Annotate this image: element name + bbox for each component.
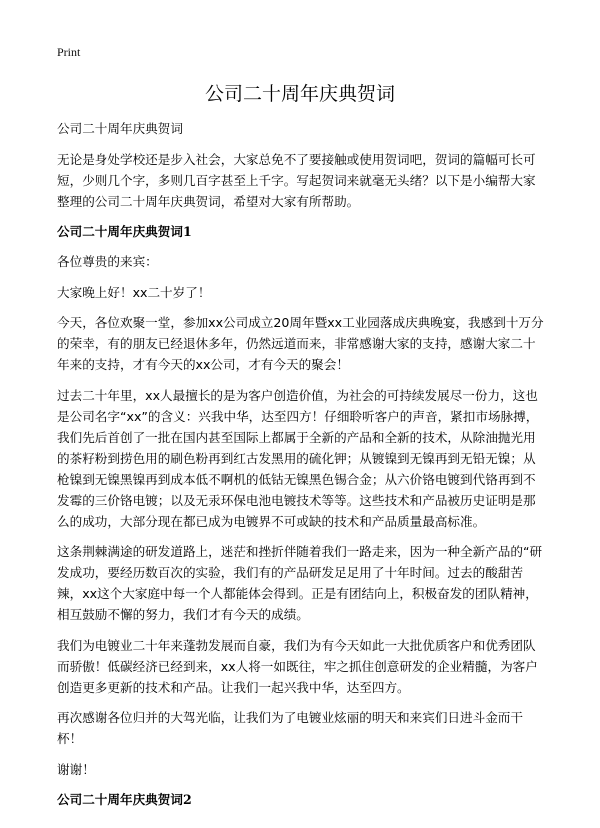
document-subtitle: 公司二十周年庆典贺词 — [57, 121, 183, 136]
intro-paragraph: 无论是身处学校还是步入社会，大家总免不了要接触或使用贺词吧，贺词的篇幅可长可短，少则几个字，多则几百字甚至上千字。写起贺词来就毫无头绪？以下是小编帮大家整理的公司二十周年庆典贺词，希望对大家有所帮助。 — [57, 151, 536, 209]
document-body — [57, 118, 547, 819]
body-paragraph: 这条荆棘满途的研发道路上，迷茫和挫折伴随着我们一路走来，因为一种全新产品的“研发成功，要经历数百次的实验，我们有的产品研发足足用了十年时间。过去的酸甜苦辣，xx这个大家庭中每一个人都能体会得到。正是有团结向上，积极奋发的团队精神，相互鼓励不懈的努力，我们才有今天的成绩。 — [57, 544, 543, 622]
print-link[interactable]: Print — [57, 45, 81, 59]
page-title: 公司二十周年庆典贺词 — [204, 83, 395, 105]
section-heading-1: 公司二十周年庆典贺词1 — [57, 224, 192, 239]
section-heading-2: 公司二十周年庆典贺词2 — [57, 792, 192, 807]
greeting-paragraph: 各位尊贵的来宾： — [57, 254, 158, 269]
body-paragraph: 今天，各位欢聚一堂，参加xx公司成立20周年暨xx工业园落成庆典晚宴，我感到十万分的荣幸，有的朋友已经退休多年，仍然远道而来，非常感谢大家的支持，感谢大家二十年来的支持，才有今天的xx公司，才有今天的聚会！ — [57, 315, 544, 372]
thanks-paragraph: 谢谢！ — [57, 761, 95, 777]
body-paragraph: 我们为电镀业二十年来蓬勃发展而自豪，我们为有今天如此一大批优质客户和优秀团队而骄傲！低碳经济已经到来，xx人将一如既往，牢之抓住创意研发的企业精髓，为客户创造更多更新的技术和产品。让我们一起兴我中华，达至四方。 — [57, 637, 538, 695]
body-paragraph: 过去二十年里，xx人最擅长的是为客户创造价值，为社会的可持续发展尽一份力，这也是公司名字“xx”的含义：兴我中华，达至四方！仔细聆听客户的声音，紧扣市场脉搏，我们先后首创了一批在国内甚至国际上都属于全新的产品和全新的技术，从除油抛光用的茶籽粉到捞色用的刷色粉再到红古发黑用的硫化钾；从镀镍到无镍再到无铅无镍；从枪镍到无镍黑镍再到成本低不啊机的低钴无镍黑色锡合金；从六价铬电镀到代铬再到不发霉的三价铬电镀；以及无汞环保电池电镀技术等等。这些技术和产品被历史证明是那么的成功，大部分现在都已成为电镀界不可或缺的技术和产品质量最高标准。 — [57, 387, 539, 529]
opening-paragraph: 大家晚上好！xx二十岁了！ — [57, 284, 211, 300]
closing-paragraph: 再次感谢各位归并的大驾光临，让我们为了电镀业炫丽的明天和来宾们日进斗金而干杯！ — [57, 710, 523, 746]
